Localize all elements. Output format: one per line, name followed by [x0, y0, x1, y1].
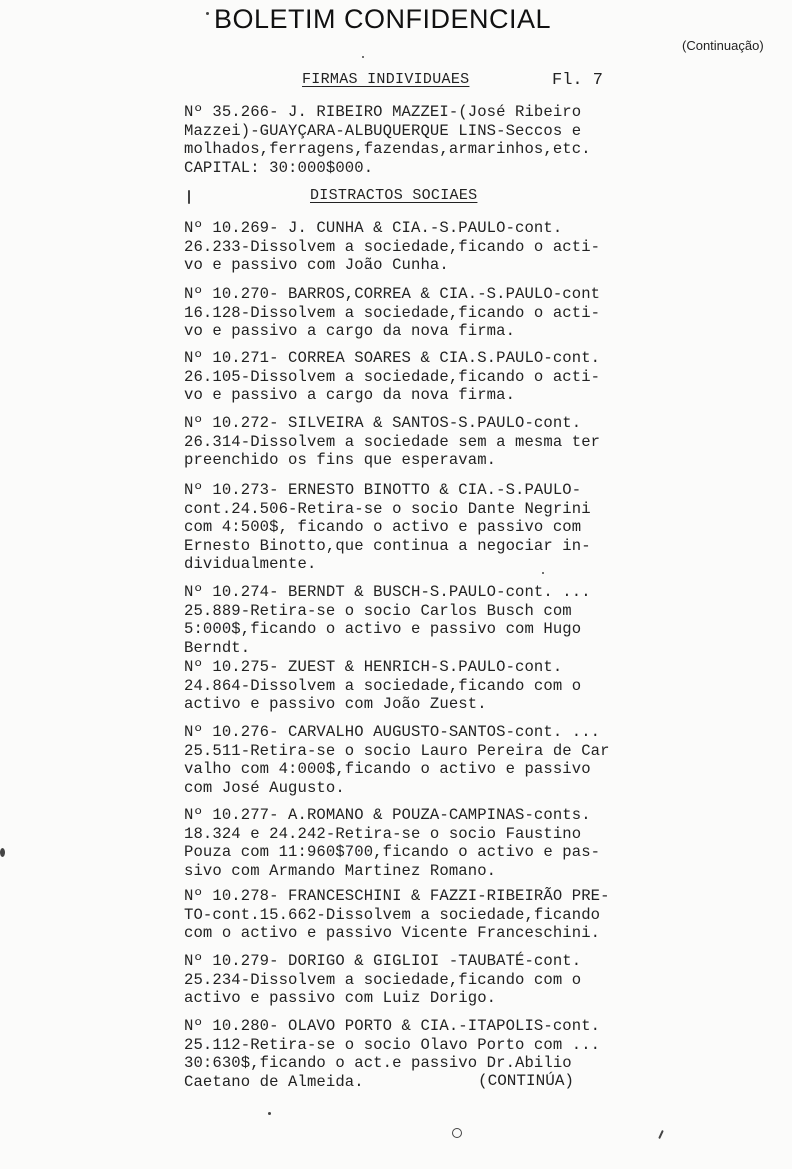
entry-line: Nº 10.272- SILVEIRA & SANTOS-S.PAULO-cont. — [184, 414, 582, 432]
scan-speck — [452, 1128, 462, 1138]
distractos-heading: DISTRACTOS SOCIAES — [310, 187, 478, 204]
scan-speck — [268, 1112, 271, 1115]
scan-speck — [658, 1130, 664, 1139]
entry-line: Nº 10.276- CARVALHO AUGUSTO-SANTOS-cont. ... — [184, 723, 601, 741]
entry-line: Nº 10.279- DORIGO & GIGLIOI -TAUBATÉ-cont. — [184, 952, 582, 970]
entry-line: Nº 10.273- ERNESTO BINOTTO & CIA.-S.PAULO- — [184, 481, 582, 499]
scan-speck — [188, 190, 190, 204]
entry-line: 25.234-Dissolvem a sociedade,ficando com o — [184, 970, 582, 989]
entry-line: Ernesto Binotto,que continua a negociar in- — [184, 536, 591, 555]
entry-line: TO-cont.15.662-Dissolvem a sociedade,ficando — [184, 905, 601, 924]
entry-line: 25.511-Retira-se o socio Lauro Pereira de Car — [184, 741, 610, 760]
entry-line: molhados,ferragens,fazendas,armarinhos,etc. — [184, 140, 591, 159]
entry-line: vo e passivo a cargo da nova firma. — [184, 322, 516, 341]
distracto-entry-10279 — [184, 952, 624, 1008]
entry-line: 26.314-Dissolvem a sociedade sem a mesma ter — [184, 432, 601, 451]
entry-line: 25.112-Retira-se o socio Olavo Porto com ... — [184, 1035, 601, 1054]
distracto-entry-10272 — [184, 414, 624, 470]
entry-line: Mazzei)-GUAYÇARA-ALBUQUERQUE LINS-Seccos e — [184, 121, 582, 140]
continued-note: (CONTINÚA) — [478, 1072, 575, 1090]
scan-speck — [542, 572, 544, 574]
continuation-note: (Continuação) — [682, 38, 764, 53]
distracto-entry-10269 — [184, 219, 624, 275]
entry-line: com José Augusto. — [184, 778, 345, 797]
entry-line: activo e passivo com Luiz Dorigo. — [184, 989, 497, 1008]
entry-line: Nº 35.266- J. RIBEIRO MAZZEI-(José Ribeiro — [184, 103, 582, 121]
firmas-heading: FIRMAS INDIVIDUAES — [302, 71, 470, 88]
entry-line: Nº 10.269- J. CUNHA & CIA.-S.PAULO-cont. — [184, 219, 563, 237]
entry-line: 26.105-Dissolvem a sociedade,ficando o acti- — [184, 367, 601, 386]
entry-line: preenchido os fins que esperavam. — [184, 451, 497, 470]
entry-line: Nº 10.270- BARROS,CORREA & CIA.-S.PAULO-cont — [184, 285, 601, 303]
entry-line: Nº 10.277- A.ROMANO & POUZA-CAMPINAS-conts. — [184, 806, 591, 824]
distracto-entry-10273 — [184, 481, 624, 574]
bulletin-title: BOLETIM CONFIDENCIAL — [214, 4, 552, 34]
entry-line: 24.864-Dissolvem a sociedade,ficando com o — [184, 676, 582, 695]
entry-line: Nº 10.278- FRANCESCHINI & FAZZI-RIBEIRÃO PRE- — [184, 887, 610, 905]
scan-speck — [0, 848, 5, 857]
entry-line: Caetano de Almeida. — [184, 1072, 364, 1091]
entry-line: com o activo e passivo Vicente Franceschini. — [184, 924, 601, 943]
distracto-entry-10275 — [184, 658, 624, 714]
distracto-entry-10277 — [184, 806, 624, 880]
distracto-entry-10274 — [184, 583, 624, 657]
folio-number: Fl. 7 — [552, 71, 604, 90]
entry-line: 5:000$,ficando o activo e passivo com Hugo — [184, 620, 582, 639]
entry-line: 30:630$,ficando o act.e passivo Dr.Abilio — [184, 1054, 572, 1073]
entry-line: dividualmente. — [184, 555, 317, 574]
entry-line: Berndt. — [184, 638, 251, 657]
entry-line: Nº 10.275- ZUEST & HENRICH-S.PAULO-cont. — [184, 658, 563, 676]
entry-line: 26.233-Dissolvem a sociedade,ficando o acti- — [184, 237, 601, 256]
entry-line: 18.324 e 24.242-Retira-se o socio Faustino — [184, 824, 582, 843]
entry-line: vo e passivo com João Cunha. — [184, 256, 449, 275]
distracto-entry-10276 — [184, 723, 624, 797]
entry-line: Nº 10.280- OLAVO PORTO & CIA.-ITAPOLIS-cont. — [184, 1017, 601, 1035]
entry-line: CAPITAL: 30:000$000. — [184, 158, 374, 177]
entry-line: Nº 10.274- BERNDT & BUSCH-S.PAULO-cont. ... — [184, 583, 591, 601]
distracto-entry-10278 — [184, 887, 624, 943]
scan-speck — [206, 12, 209, 15]
entry-line: Pouza com 11:960$700,ficando o activo e pas- — [184, 843, 601, 862]
firma-entry — [184, 103, 624, 177]
entry-line: 25.889-Retira-se o socio Carlos Busch com — [184, 601, 572, 620]
scan-speck — [362, 56, 364, 58]
entry-line: cont.24.506-Retira-se o socio Dante Negrini — [184, 499, 591, 518]
entry-line: Nº 10.271- CORREA SOARES & CIA.S.PAULO-cont. — [184, 349, 601, 367]
entry-line: valho com 4:000$,ficando o activo e passivo — [184, 760, 591, 779]
entry-line: sivo com Armando Martinez Romano. — [184, 861, 497, 880]
entry-line: 16.128-Dissolvem a sociedade,ficando o acti- — [184, 303, 601, 322]
distracto-entry-10270 — [184, 285, 624, 341]
entry-line: activo e passivo com João Zuest. — [184, 695, 487, 714]
entry-line: vo e passivo a cargo da nova firma. — [184, 386, 516, 405]
distracto-entry-10271 — [184, 349, 624, 405]
entry-line: com 4:500$, ficando o activo e passivo com — [184, 518, 582, 537]
